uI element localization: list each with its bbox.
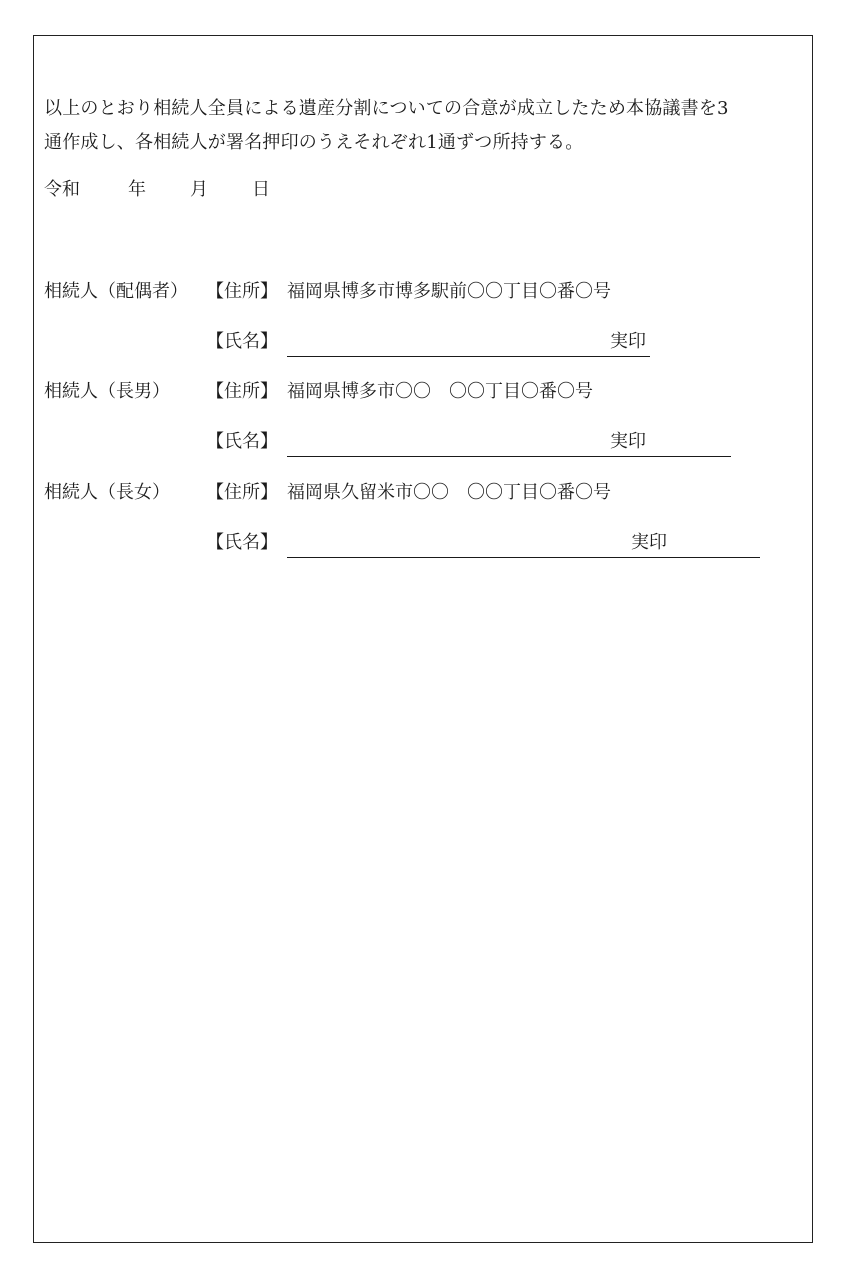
signature-line[interactable] bbox=[287, 428, 731, 457]
heir-label: 相続人（配偶者） bbox=[44, 281, 188, 302]
document-page-frame bbox=[33, 35, 813, 1243]
address-value: 福岡県博多市博多駅前〇〇丁目〇番〇号 bbox=[287, 281, 611, 302]
date-day: 日 bbox=[252, 179, 270, 200]
date-year: 年 bbox=[128, 179, 146, 200]
signature-line[interactable] bbox=[287, 529, 760, 558]
heir-label: 相続人（長女） bbox=[44, 482, 170, 503]
date-month: 月 bbox=[190, 179, 208, 200]
seal-label: 実印 bbox=[610, 431, 646, 452]
name-label: 【氏名】 bbox=[206, 532, 278, 553]
agreement-statement bbox=[44, 92, 806, 160]
name-label: 【氏名】 bbox=[206, 431, 278, 452]
statement-line-1: 以上のとおり相続人全員による遺産分割についての合意が成立したため本協議書を3 bbox=[44, 98, 729, 119]
name-label: 【氏名】 bbox=[206, 331, 278, 352]
address-value: 福岡県久留米市〇〇 〇〇丁目〇番〇号 bbox=[287, 482, 611, 503]
address-label: 【住所】 bbox=[206, 482, 278, 503]
date-era: 令和 bbox=[44, 179, 80, 200]
statement-line-2: 通作成し、各相続人が署名押印のうえそれぞれ1通ずつ所持する。 bbox=[44, 132, 584, 153]
seal-label: 実印 bbox=[631, 532, 667, 553]
signature-line[interactable] bbox=[287, 328, 650, 357]
date-line bbox=[44, 176, 270, 204]
address-label: 【住所】 bbox=[206, 281, 278, 302]
address-label: 【住所】 bbox=[206, 381, 278, 402]
seal-label: 実印 bbox=[610, 331, 646, 352]
address-value: 福岡県博多市〇〇 〇〇丁目〇番〇号 bbox=[287, 381, 593, 402]
heir-label: 相続人（長男） bbox=[44, 381, 170, 402]
